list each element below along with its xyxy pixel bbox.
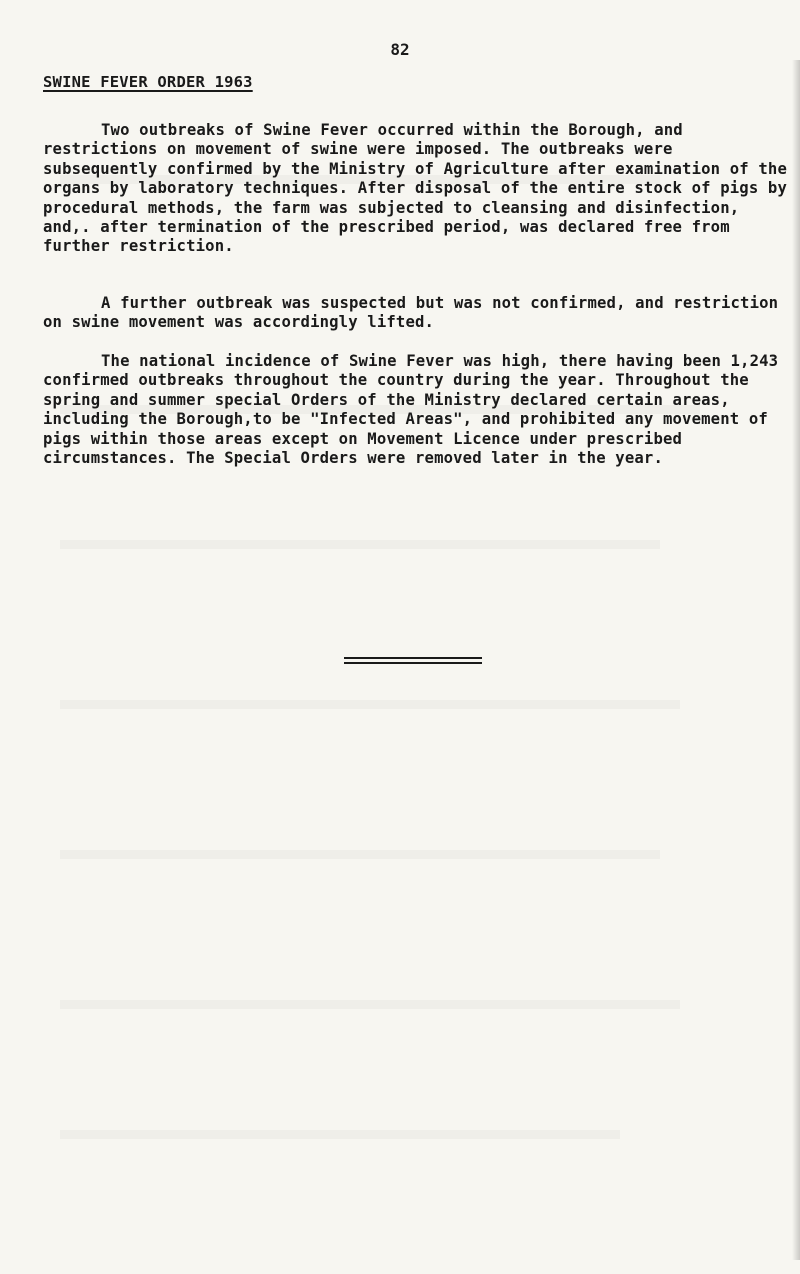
bleed-through-line [60, 1130, 620, 1139]
section-divider [344, 662, 482, 664]
paragraph-suspected-outbreak: A further outbreak was suspected but was not confirmed, and restriction on swine movement was accordingly lifted. [43, 294, 779, 332]
bleed-through-line [60, 850, 660, 859]
paragraph-national-incidence: The national incidence of Swine Fever was high, there having been 1,243 confirmed outbreaks throughout the country during the year. Throughout the spring and summer special Orders of the Ministry declared certain areas, including the Borough,to be "Infected Areas", and prohibited any movement of pigs within those areas except on Movement Licence under prescribed circumstances. The Special Orders were removed later in the year. [43, 352, 779, 468]
bleed-through-line [60, 1000, 680, 1009]
page-number: 82 [390, 40, 410, 59]
bleed-through-line [60, 700, 680, 709]
section-heading: SWINE FEVER ORDER 1963 [43, 73, 253, 91]
bleed-through-line [60, 540, 660, 549]
paragraph-outbreaks: Two outbreaks of Swine Fever occurred within the Borough, and restrictions on movement of swine were imposed. The outbreaks were subsequently confirmed by the Ministry of Agriculture after examination of the organs by laboratory techniques. After disposal of the entire stock of pigs by procedural methods, the farm was subjected to cleansing and disinfection, and,. after termination of the prescribed period, was declared free from further restriction. [43, 121, 787, 256]
section-divider [344, 657, 482, 659]
